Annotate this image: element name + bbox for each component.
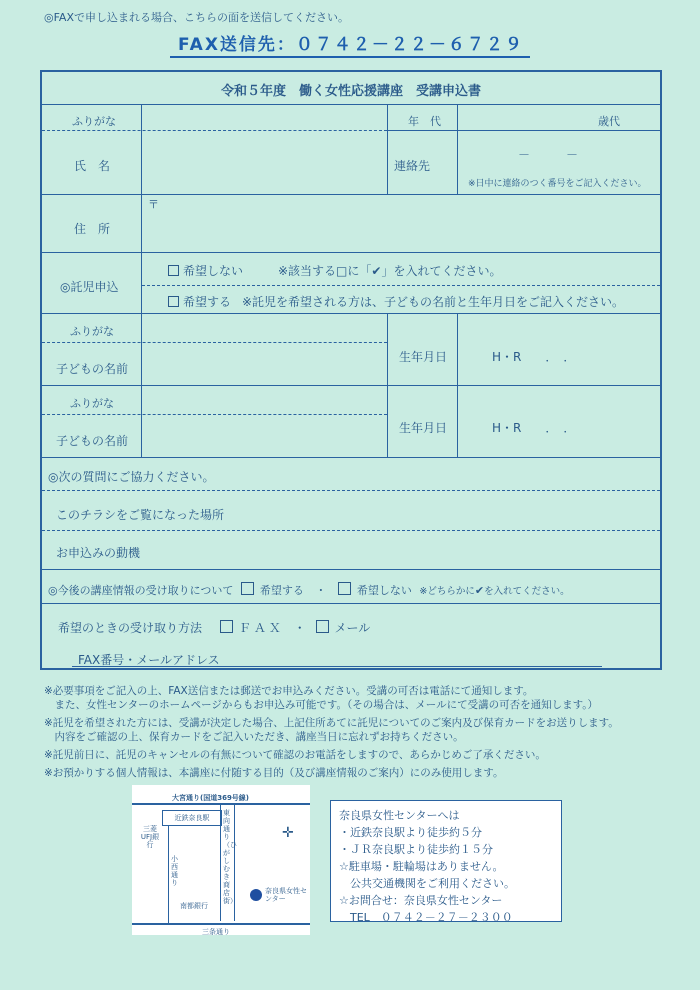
info-no-label: 希望しない [356, 584, 412, 597]
access-kintetsu: ・近鉄奈良駅より徒歩約５分 [339, 826, 482, 839]
notes-block [44, 684, 664, 780]
child-furigana-field-1[interactable] [142, 314, 387, 342]
info-yes-checkbox[interactable] [241, 582, 254, 595]
age-suffix: 歳代 [598, 115, 620, 128]
child-name-field-2[interactable] [142, 415, 387, 457]
child-furigana-label-2: ふりがな [70, 397, 114, 410]
receive-fax-label: ＦＡＸ [238, 621, 284, 635]
survey-answer-flyer[interactable] [232, 492, 657, 530]
child-furigana-label-1: ふりがな [70, 325, 114, 338]
access-info-box [330, 800, 562, 922]
survey-answer-motive[interactable] [162, 532, 657, 569]
address-field[interactable] [142, 195, 658, 252]
map-center-label: 奈良県女性センター [265, 887, 307, 903]
compass-icon: ✛ [282, 825, 294, 841]
age-field[interactable] [458, 105, 658, 130]
birth-date-field-1[interactable]: H・R ． ． [492, 350, 576, 364]
address-label: 住 所 [74, 222, 111, 236]
note-5: ※託児前日に、託児のキャンセルの有無について確認のお電話をしますので、あらかじめご了承ください。 [44, 749, 546, 761]
access-parking: ☆駐車場・駐輪場はありません。 [339, 860, 504, 873]
survey-heading: ◎次の質問にご協力ください。 [48, 470, 215, 484]
child-name-label-1: 子どもの名前 [56, 362, 129, 376]
child-furigana-field-2[interactable] [142, 386, 387, 414]
postal-mark: 〒 [148, 198, 159, 211]
childcare-check-note: ※該当する□に「✔」を入れてください。 [278, 264, 502, 278]
info-option-row: ◎今後の講座情報の受け取りについて 希望する ・ 希望しない ※どちらかに✔を入れてください。 [48, 584, 570, 597]
childcare-yes-checkbox[interactable] [168, 296, 179, 307]
phone-dashes: － － [518, 148, 579, 162]
center-location-marker [250, 889, 262, 901]
receive-mail-label: メール [334, 621, 371, 635]
note-6: ※お預かりする個人情報は、本講座に付随する目的（及び講座情報のご案内）にのみ使用します。 [44, 767, 504, 779]
application-form [40, 70, 662, 670]
age-label: 年 代 [408, 115, 441, 128]
name-field[interactable] [142, 131, 387, 194]
contact-label: 連絡先 [394, 159, 431, 173]
furigana-field[interactable] [142, 105, 387, 130]
note-2: また、女性センターのホームページからもお申込み可能です。（その場合は、メールにて受講の可否を通知します。） [44, 699, 598, 711]
childcare-no-checkbox[interactable] [168, 265, 179, 276]
map-station: 近鉄奈良駅 [162, 810, 222, 826]
survey-question-flyer: このチラシをご覧になった場所 [56, 508, 225, 522]
access-map [132, 785, 310, 935]
map-road-top: 大宮通り(国道369号線) [172, 794, 250, 802]
map-street-higashimuki: 東向通り（ひがしむき商店街） [223, 809, 237, 905]
form-title: 令和５年度 働く女性応援講座 受講申込書 [220, 84, 481, 99]
receive-fax-checkbox[interactable] [220, 620, 233, 633]
map-kosai-street: 小西通り [171, 855, 178, 887]
childcare-label: ◎託児申込 [60, 280, 119, 294]
survey-question-motive: お申込みの動機 [56, 546, 141, 560]
fax-instruction: ◎FAXで申し込まれる場合、こちらの面を送信してください。 [44, 11, 349, 24]
info-heading: ◎今後の講座情報の受け取りについて [48, 584, 234, 597]
access-contact: ☆お問合せ：奈良県女性センター [339, 894, 503, 907]
name-label: 氏 名 [74, 159, 111, 173]
fax-mail-field[interactable] [222, 647, 602, 665]
birth-label-1: 生年月日 [399, 350, 448, 364]
birth-date-field-2[interactable]: H・R ． ． [492, 421, 576, 435]
receive-method-row: 希望のときの受け取り方法 ＦＡＸ ・ メール [58, 621, 371, 635]
title-underline [170, 56, 530, 58]
birth-label-2: 生年月日 [399, 421, 448, 435]
note-3: ※託児を希望された方には、受講が決定した場合、上記住所あてに託児についてのご案内及び保育カードをお送りします。 [44, 717, 619, 729]
map-sanjo-street: 三条通り [202, 928, 230, 936]
childcare-yes-note: ※託児を希望される方は、子どもの名前と生年月日をご記入ください。 [242, 295, 625, 309]
note-1: ※必要事項をご記入の上、FAX送信または郵送でお申込みください。受講の可否は電話にて通知します。 [44, 685, 534, 697]
childcare-no-option[interactable]: 希望しない [168, 262, 243, 279]
contact-note: ※日中に連絡のつく番号をご記入ください。 [468, 179, 647, 189]
fax-mail-label: FAX番号・メールアドレス [78, 653, 220, 667]
access-jr: ・ＪＲ奈良駅より徒歩約１５分 [339, 843, 493, 856]
furigana-label: ふりがな [72, 115, 116, 128]
note-4: 内容をご確認の上、保育カードをご記入いただき、講座当日に忘れずお持ちください。 [44, 731, 464, 743]
access-transit: 公共交通機関をご利用ください。 [339, 877, 515, 890]
access-title: 奈良県女性センターへは [339, 809, 460, 822]
info-no-checkbox[interactable] [338, 582, 351, 595]
info-yes-label: 希望する [259, 584, 304, 597]
map-bank-ufj: 三菱UFJ銀行 [140, 825, 160, 849]
receive-method-label: 希望のときの受け取り方法 [58, 621, 203, 635]
access-phone: TEL ０７４２－２７－２３００ [339, 911, 513, 924]
child-name-label-2: 子どもの名前 [56, 434, 129, 448]
fax-number-title: FAX送信先：０７４２－２２－６７２９ [178, 35, 524, 55]
childcare-yes-option[interactable]: 希望する [168, 293, 231, 310]
child-name-field-1[interactable] [142, 343, 387, 385]
checkmark-icon: ✔ [474, 584, 485, 597]
receive-mail-checkbox[interactable] [316, 620, 329, 633]
map-nanto-bank: 南都銀行 [180, 902, 208, 910]
